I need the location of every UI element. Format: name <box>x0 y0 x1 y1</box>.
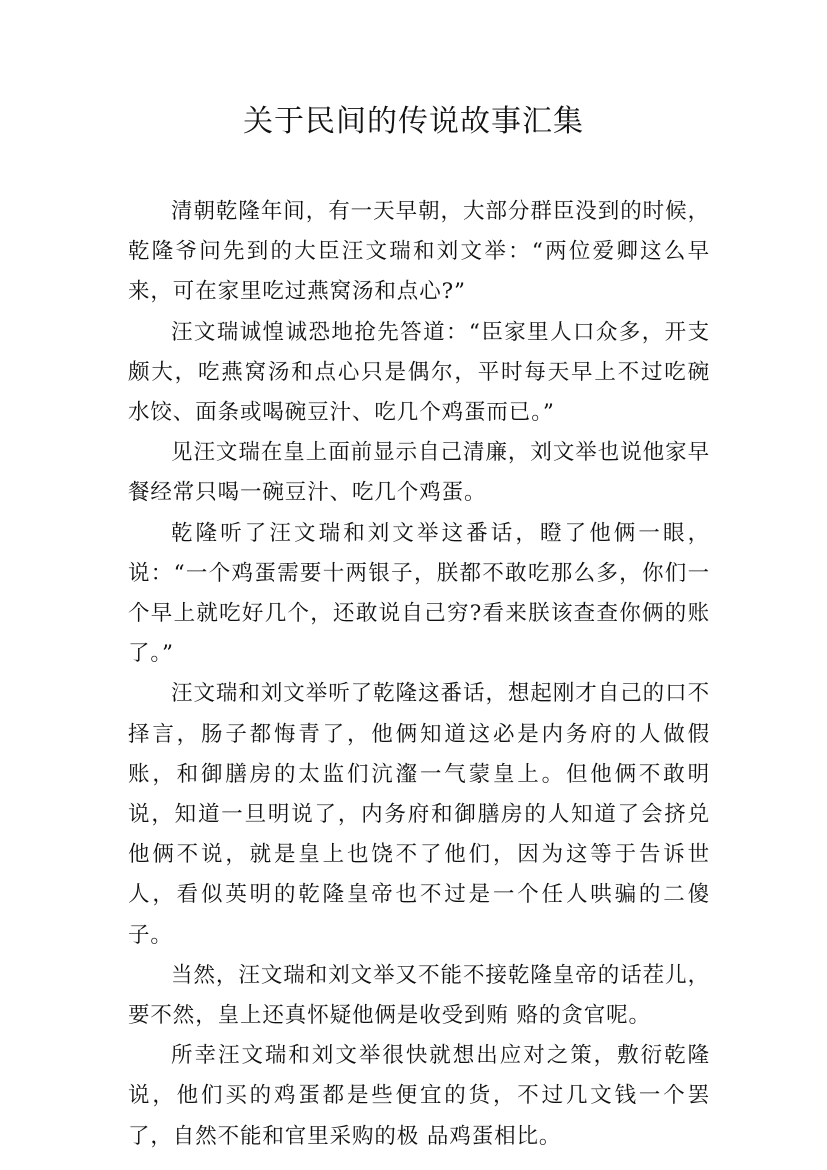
paragraph-5: 汪文瑞和刘文举听了乾隆这番话，想起刚才自己的口不择言，肠子都悔青了，他俩知道这必是内务府的人做假账，和御膳房的太监们沆瀣一气蒙皇上。但他俩不敢明说，知道一旦明说了，内务府和御膳房的人知道了会挤兑他俩不说，就是皇上也饶不了他们，因为这等于告诉世人，看似英明的乾隆皇帝也不过是一个任人哄骗的二傻子。 <box>128 681 710 948</box>
paragraph-3: 见汪文瑞在皇上面前显示自己清廉，刘文举也说他家早餐经常只喝一碗豆汁、吃几个鸡蛋。 <box>128 440 710 506</box>
paragraph-1: 清朝乾隆年间，有一天早朝，大部分群臣没到的时候，乾隆爷问先到的大臣汪文瑞和刘文举：“两位爱卿这么早来，可在家里吃过燕窝汤和点心?” <box>128 199 710 305</box>
document-title: 关于民间的传说故事汇集 <box>243 104 584 139</box>
paragraph-6: 当然，汪文瑞和刘文举又不能不接乾隆皇帝的话茬儿，要不然，皇上还真怀疑他俩是收受到贿 赂的贪官呢。 <box>128 962 710 1029</box>
paragraph-7: 所幸汪文瑞和刘文举很快就想出应对之策，敷衍乾隆说，他们买的鸡蛋都是些便宜的货，不过几文钱一个罢了，自然不能和官里采购的极 品鸡蛋相比。 <box>128 1043 710 1149</box>
paragraph-2: 汪文瑞诚惶诚恐地抢先答道：“臣家里人口众多，开支颇大，吃燕窝汤和点心只是偶尔，平时每天早上不过吃碗水饺、面条或喝碗豆汁、吃几个鸡蛋而已。” <box>128 319 710 426</box>
paragraph-4: 乾隆听了汪文瑞和刘文举这番话，瞪了他俩一眼，说：“一个鸡蛋需要十两银子，朕都不敢吃那么多，你们一个早上就吃好几个，还敢说自己穷?看来朕该查查你俩的账了。” <box>128 520 710 667</box>
document-body <box>128 192 710 1157</box>
